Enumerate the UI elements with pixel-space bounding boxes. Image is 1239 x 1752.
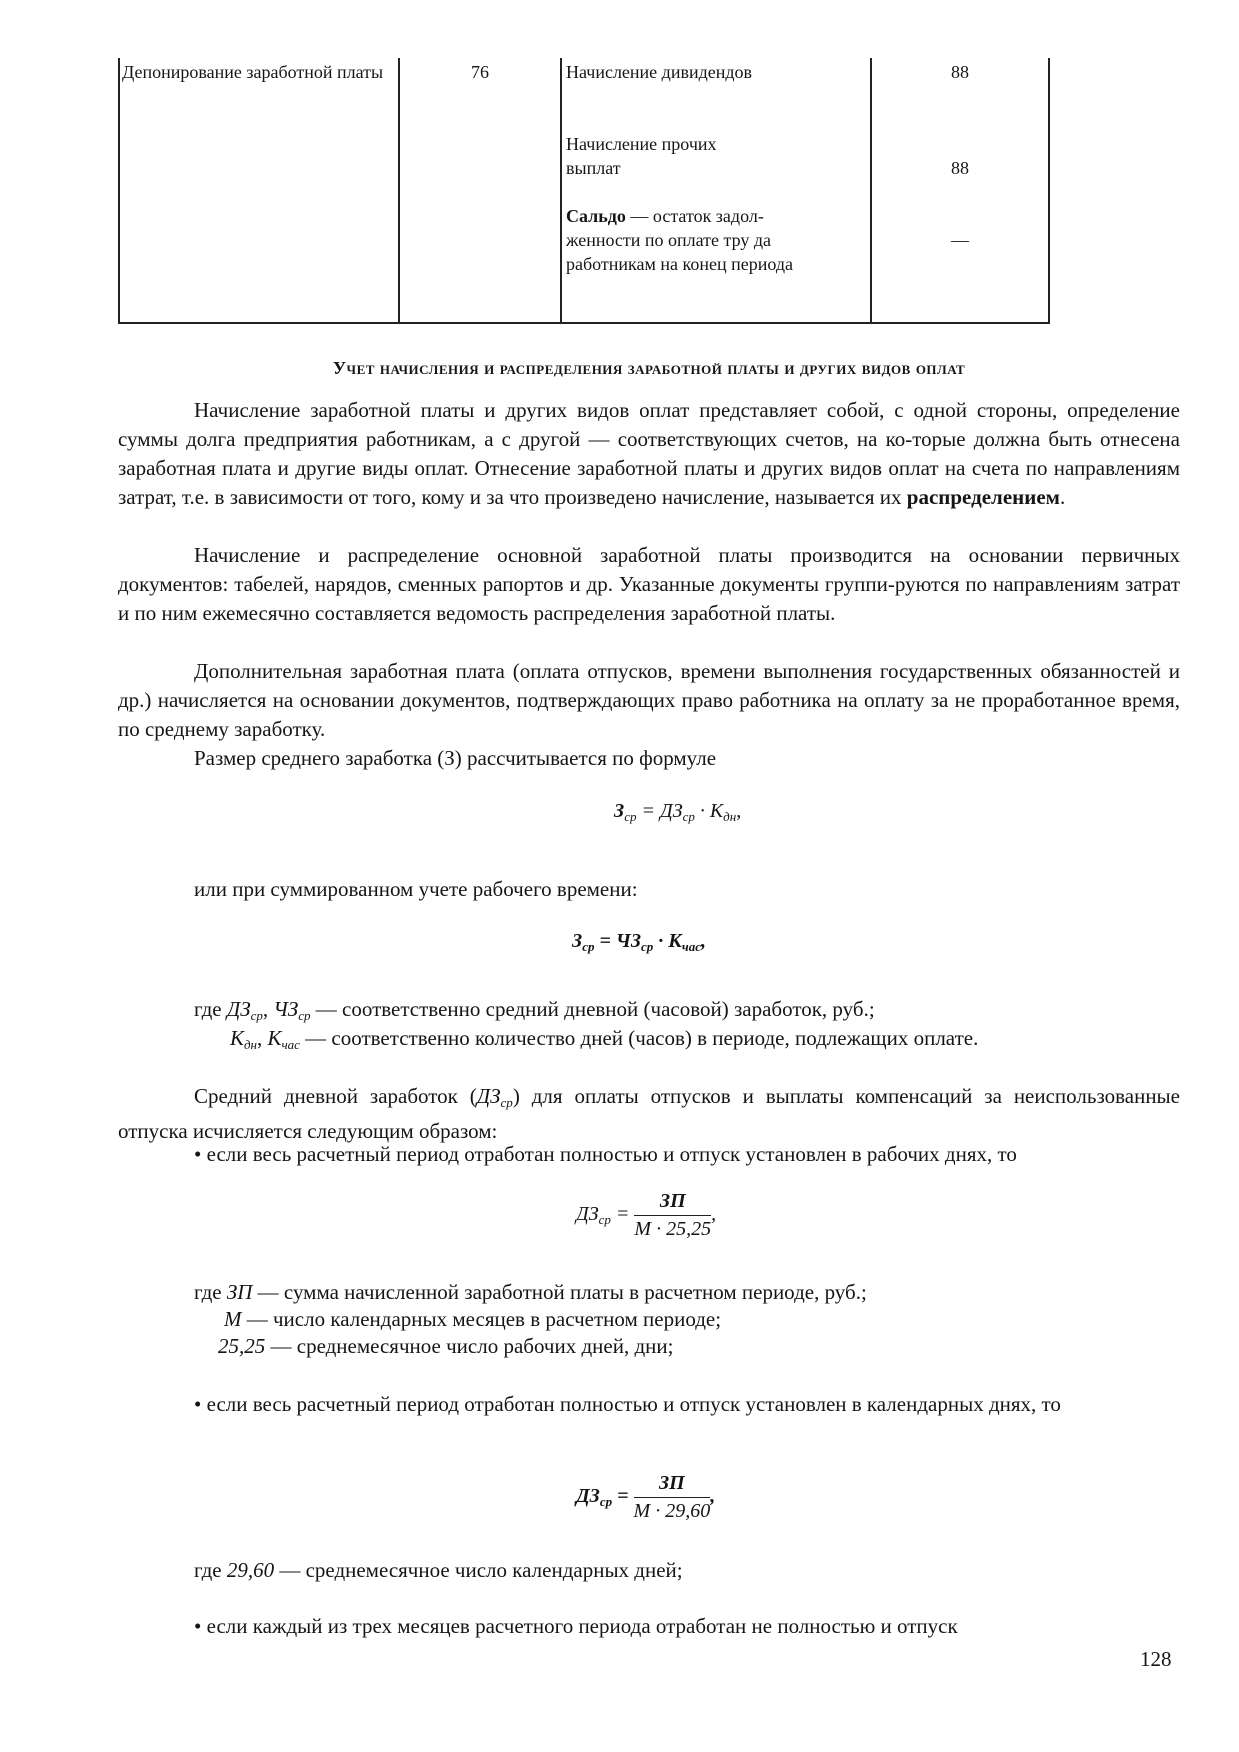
fraction-numerator: ЗП xyxy=(634,1472,711,1498)
definition-text: — соответственно количество дней (часов) в периоде, подлежащих оплате. xyxy=(299,1026,979,1050)
table-border-left xyxy=(118,58,120,324)
definition-text: — среднемесячное число рабочих дней, дни; xyxy=(265,1334,674,1358)
formula-punct: , xyxy=(700,930,706,952)
accounts-table xyxy=(118,58,1050,324)
formula-subscript: ср xyxy=(641,939,654,954)
definition-text: — число календарных месяцев в расчетном периоде; xyxy=(241,1307,722,1331)
definition-subscript: ср xyxy=(250,1008,263,1023)
formula-daily-working: $ДЗ_{ср}$ = $\frac{ЗП}{М \cdot 25,25}$ , xyxy=(576,1190,717,1240)
bullet-3: • если каждый из трех месяцев расчетного периода отработан не полностью и отпуск xyxy=(194,1614,958,1638)
definition-symbol: М xyxy=(224,1307,242,1331)
saldo-rest: — остаток задол-женности по оплате тру да работникам на конец периода xyxy=(566,206,793,274)
definition-symbol: К xyxy=(267,1026,282,1050)
paragraph-6-text: Средний дневной заработок ( xyxy=(194,1084,477,1108)
definition-line: $К_{дн}$, $К_{час}$ — соответственно количество дней (часов) в периоде, подлежащих оплате. xyxy=(230,1026,979,1052)
table-row-label: Начисление прочих выплат xyxy=(566,134,717,178)
definition-symbol: К xyxy=(230,1026,244,1050)
formula-symbol: = ЧЗ xyxy=(594,930,642,952)
table-bottom-border xyxy=(118,322,1050,324)
definition-text: — соответственно средний дневной (часовой) заработок, руб.; xyxy=(310,997,875,1021)
fraction-denominator: М · 29,60 xyxy=(633,1500,711,1522)
definition-symbol: ЧЗ xyxy=(273,997,299,1021)
paragraph-2: Начисление и распределение основной заработной платы производится на основании первичных документов: табелей, нарядов, сменных рапортов и др. Указанные документы группи-руются по направлениям затрат и по ним ежемесячно составляется ведомость распределения заработной платы. xyxy=(118,543,1180,625)
formula-subscript: ср xyxy=(582,939,595,954)
definition-symbol: ЗП xyxy=(226,1280,253,1304)
table-border-right xyxy=(1048,58,1050,324)
formula-hourly-earnings xyxy=(572,930,706,955)
formula-fraction xyxy=(634,1190,711,1241)
definition-symbol: ДЗ xyxy=(226,997,251,1021)
formula-subscript: ср xyxy=(682,809,695,824)
formula-fraction xyxy=(634,1472,711,1523)
table-left-value: 76 xyxy=(471,62,489,82)
paragraph-6-text: ) для оплаты отпусков и выплаты компенсаций за неиспользованные отпуска исчисляется следующим образом: xyxy=(118,1084,1180,1143)
formula-symbol: · К xyxy=(694,800,724,822)
page-number: 128 xyxy=(1140,1647,1172,1671)
formula-subscript: час xyxy=(681,939,701,954)
fraction-numerator: ЗП xyxy=(634,1190,711,1216)
definition-line xyxy=(218,1332,673,1361)
formula-subscript: ср xyxy=(598,1212,611,1228)
formula-symbol: ДЗ xyxy=(576,1203,599,1226)
paragraph-1-text: Начисление заработной платы и других видов оплат представляет собой, с одной стороны, определение суммы долга предприятия работникам, а с другой — соответствующих счетов, на ко-торые должна быть отнесена заработная плата и другие виды оплат. Отнесение заработной платы и других видов оплат на счета по направлениям затрат, т.е. в зависимости от того, кому и за что произведено начисление, называется их xyxy=(118,398,1180,509)
formula-punct: , xyxy=(710,1485,716,1508)
paragraph-6-symbol: ДЗ xyxy=(476,1084,501,1108)
formula-symbol: · К xyxy=(653,930,682,952)
definition-prefix: где xyxy=(194,1280,227,1304)
definition-subscript: ср xyxy=(298,1008,311,1023)
formula-subscript: дн xyxy=(723,809,737,824)
table-left-label: Депонирование заработной платы xyxy=(122,62,384,82)
paragraph-1-end: . xyxy=(1059,485,1066,509)
definition-symbol: 25,25 xyxy=(218,1334,266,1358)
formula-daily-calendar: $ДЗ_{ср}$ = $\frac{ЗП}{М \cdot 29,60}$ , xyxy=(576,1472,716,1522)
definition-line xyxy=(194,1556,683,1585)
formula-symbol: З xyxy=(614,800,625,822)
paragraph-6-subscript: ср xyxy=(500,1095,513,1110)
paragraph-1-bold: распределением xyxy=(906,485,1060,509)
paragraph-3: Дополнительная заработная плата (оплата отпусков, времени выполнения государственных обязанностей и др.) начисляется на основании документов, подтверждающих право работника на оплату за не проработанное время, по среднему заработку. xyxy=(118,659,1180,741)
definition-prefix: где xyxy=(194,1558,227,1582)
definition-text: — среднемесячное число календарных дней; xyxy=(274,1558,683,1582)
definition-text: — сумма начисленной заработной платы в расчетном периоде, руб.; xyxy=(252,1280,867,1304)
table-divider xyxy=(870,58,872,324)
table-saldo-label xyxy=(566,204,806,276)
table-row-value: 88 xyxy=(951,62,969,82)
paragraph-6 xyxy=(118,1082,1180,1146)
table-row-value: 88 xyxy=(951,158,969,178)
definition-subscript: час xyxy=(281,1037,300,1052)
definition-line: где $ДЗ_{ср}$, $ЧЗ_{ср}$ — соответственно средний дневной (часовой) заработок, руб.; xyxy=(194,997,875,1023)
formula-symbol: З xyxy=(572,930,583,952)
paragraph-5: или при суммированном учете рабочего времени: xyxy=(194,877,638,901)
table-row-label: Начисление дивидендов xyxy=(566,62,753,82)
table-saldo-value: — xyxy=(951,230,969,250)
paragraph-1 xyxy=(118,396,1180,512)
bullet-1: • если весь расчетный период отработан полностью и отпуск установлен в рабочих днях, то xyxy=(194,1142,1017,1166)
definition-line xyxy=(224,1305,721,1334)
definition-prefix: где xyxy=(194,997,227,1021)
formula-subscript: ср xyxy=(599,1494,613,1510)
formula-symbol: = ДЗ xyxy=(636,800,683,822)
formula-punct: , xyxy=(736,800,742,822)
table-divider xyxy=(560,58,562,324)
definition-subscript: дн xyxy=(243,1037,257,1052)
table-divider xyxy=(398,58,400,324)
formula-subscript: ср xyxy=(624,809,637,824)
section-heading: Учет начисления и распределения заработной платы и других видов оплат xyxy=(332,358,966,378)
fraction-denominator: М · 25,25 xyxy=(634,1218,712,1240)
formula-symbol: ДЗ xyxy=(576,1485,600,1508)
bullet-2: • если весь расчетный период отработан полностью и отпуск установлен в календарных днях, то xyxy=(194,1392,1061,1416)
saldo-bold: Сальдо xyxy=(566,206,626,226)
formula-average-earnings xyxy=(614,800,741,825)
formula-punct: , xyxy=(711,1203,717,1226)
definition-line xyxy=(194,1278,867,1307)
paragraph-4: Размер среднего заработка (З) рассчитывается по формуле xyxy=(194,746,717,770)
definition-symbol: 29,60 xyxy=(226,1558,275,1582)
